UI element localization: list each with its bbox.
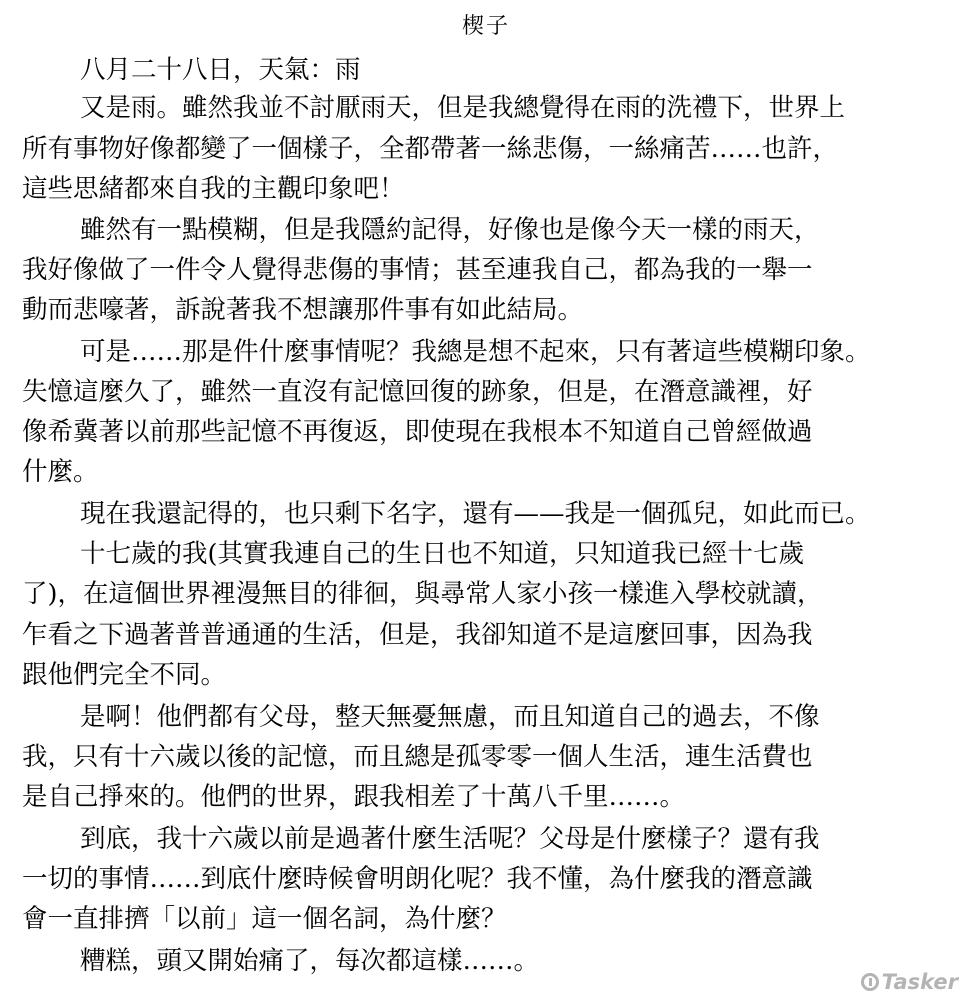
- text-line: 跟他們完全不同。: [22, 660, 227, 690]
- text-line: 現在我還記得的，也只剩下名字，還有——我是一個孤兒，如此而已。: [80, 499, 871, 529]
- text-line: 會一直排擠「以前」這一個名詞，為什麼？: [22, 904, 507, 934]
- text-line: 我好像做了一件令人覺得悲傷的事情；甚至連我自己，都為我的一舉一: [22, 255, 813, 285]
- watermark-text: Tasker: [881, 970, 958, 994]
- text-line: 十七歲的我(其實我連自己的生日也不知道，只知道我已經十七歲: [80, 539, 804, 569]
- text-line: 是自己掙來的。他們的世界，跟我相差了十萬八千里……。: [22, 782, 686, 812]
- text-line: 到底，我十六歲以前是過著什麼生活呢？父母是什麼樣子？還有我: [80, 824, 820, 854]
- tasker-logo-icon: [861, 973, 879, 991]
- text-line: 雖然有一點模糊，但是我隱約記得，好像也是像今天一樣的雨天，: [80, 215, 820, 245]
- text-line: 像希冀著以前那些記憶不再復返，即使現在我根本不知道自己曾經做過: [22, 417, 813, 447]
- text-line: 乍看之下過著普普通通的生活，但是，我卻知道不是這麼回事，因為我: [22, 620, 813, 650]
- text-line: 我，只有十六歲以後的記憶，而且總是孤零零一個人生活，連生活費也: [22, 742, 813, 772]
- text-line: 動而悲嚎著，訴說著我不想讓那件事有如此結局。: [22, 295, 584, 325]
- tasker-watermark: [861, 970, 958, 994]
- text-line: 可是……那是件什麼事情呢？我總是想不起來，只有著這些模糊印象。: [80, 337, 871, 367]
- text-line: 什麼。: [22, 457, 99, 487]
- date-weather-line: 八月二十八日，天氣：雨: [80, 55, 361, 85]
- text-line: 一切的事情……到底什麼時候會明朗化呢？我不懂，為什麼我的潛意識: [22, 864, 813, 894]
- text-line: 又是雨。雖然我並不討厭雨天，但是我總覺得在雨的洗禮下，世界上: [80, 93, 846, 123]
- text-line: 所有事物好像都變了一個樣子，全都帶著一絲悲傷，一絲痛苦……也許，: [22, 134, 839, 164]
- document-title: 楔子: [461, 14, 510, 39]
- text-line: 失憶這麼久了，雖然一直沒有記憶回復的跡象，但是，在潛意識裡，好: [22, 377, 813, 407]
- text-line: 這些思緒都來自我的主觀印象吧！: [22, 174, 405, 204]
- text-line: 了)，在這個世界裡漫無目的徘徊，與尋常人家小孩一樣進入學校就讀，: [22, 579, 823, 609]
- text-line: 糟糕，頭又開始痛了，每次都這樣……。: [80, 946, 540, 976]
- text-line: 是啊！他們都有父母，整天無憂無慮，而且知道自己的過去，不像: [80, 702, 820, 732]
